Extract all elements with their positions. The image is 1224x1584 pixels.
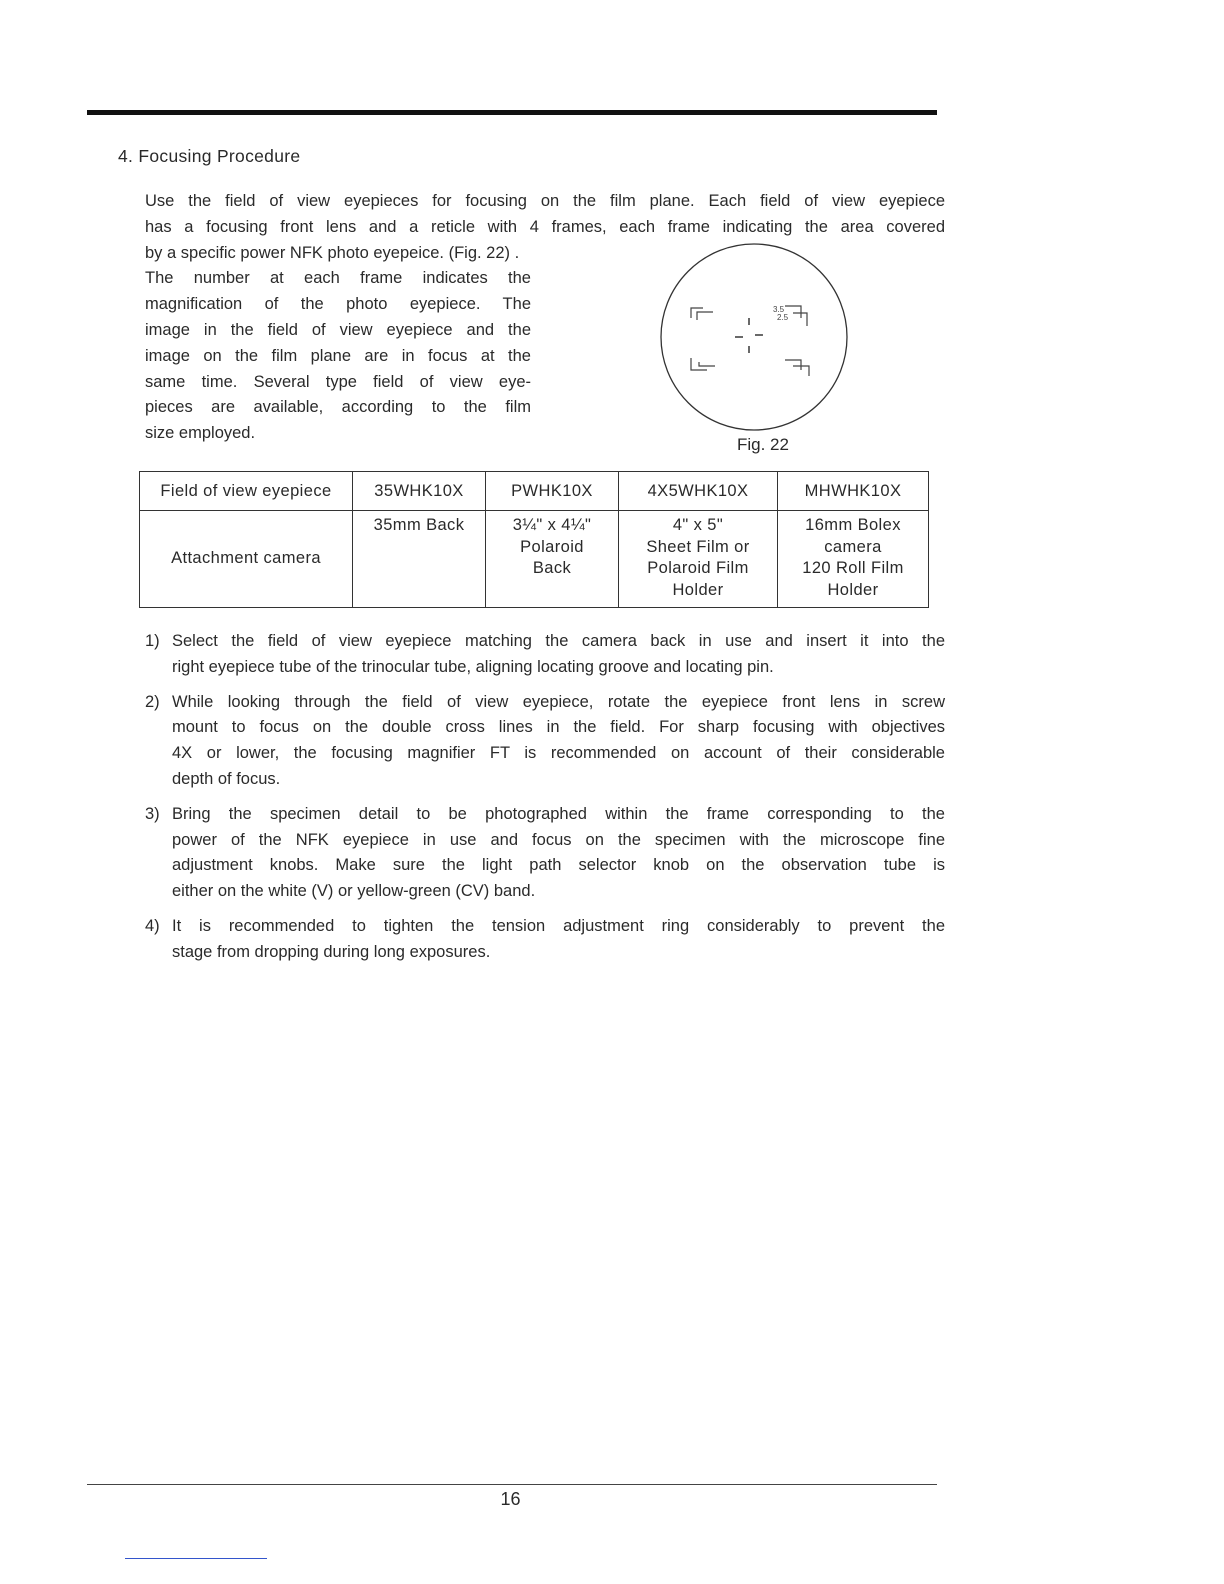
- table-header: 4X5WHK10X: [619, 472, 778, 511]
- cell-line: Polaroid Film: [647, 559, 749, 577]
- reticle-circle: [661, 244, 847, 430]
- cell-line: camera: [824, 537, 882, 556]
- frame-corner-top-right: [785, 306, 807, 326]
- table-header: 35WHK10X: [353, 472, 486, 511]
- bottom-rule: [87, 1484, 937, 1485]
- step-line: Bring the specimen detail to be photographed within the frame corresponding to the: [172, 804, 945, 823]
- cell-line: Holder: [672, 580, 724, 599]
- intro-line: image in the field of view eyepiece and the: [145, 320, 531, 339]
- step-4: [145, 914, 945, 966]
- intro-line: The number at each frame indicates the: [145, 269, 531, 288]
- reticle-figure: [655, 240, 855, 465]
- cell-line: 4" x 5": [672, 516, 724, 534]
- table-header: Field of view eyepiece: [140, 472, 353, 511]
- cell-line: 120 Roll Film: [802, 559, 904, 577]
- intro-line: same time. Several type field of view eye-: [145, 372, 531, 391]
- figure-caption: Fig. 22: [737, 435, 789, 454]
- cell-line: Holder: [827, 580, 879, 599]
- intro-line: pieces are available, according to the film: [145, 398, 531, 417]
- intro-line: image on the film plane are in focus at the: [145, 346, 531, 365]
- table-cell: [778, 511, 929, 608]
- procedure-steps: [145, 629, 945, 975]
- step-line: While looking through the field of view eyepiece, rotate the eyepiece front lens in screw: [172, 692, 945, 711]
- frame-label-outer: 3.5: [773, 305, 785, 314]
- step-line: either on the white (V) or yellow-green (CV) band.: [172, 882, 536, 901]
- step-3: [145, 802, 945, 905]
- step-line: right eyepiece tube of the trinocular tube, aligning locating groove and locating pin.: [172, 657, 774, 676]
- step-1: [145, 629, 945, 681]
- step-line: mount to focus on the double cross lines in the field. For sharp focusing with objectives: [172, 718, 945, 737]
- frame-corner-bottom-right: [785, 360, 809, 376]
- page-number: 16: [500, 1489, 521, 1509]
- frame-corner-bottom-left: [691, 358, 715, 370]
- step-number: 4): [145, 916, 160, 935]
- top-rule: [87, 110, 937, 115]
- step-line: adjustment knobs. Make sure the light path selector knob on the observation tube is: [172, 856, 945, 875]
- frame-corner-top-left: [691, 308, 713, 320]
- cell-line: 3¼" x 4¼": [512, 516, 592, 534]
- table-header: PWHK10X: [486, 472, 619, 511]
- step-line: depth of focus.: [172, 769, 281, 788]
- intro-line: magnification of the photo eyepiece. The: [145, 295, 531, 314]
- section-number: 4.: [118, 146, 134, 166]
- intro-line: size employed.: [145, 424, 256, 443]
- center-crosshair: [735, 318, 763, 353]
- step-number: 3): [145, 804, 160, 823]
- intro-line: Use the field of view eyepieces for focusing on the film plane. Each field of view eyepiece: [145, 192, 945, 210]
- table-row-label: Attachment camera: [140, 511, 353, 608]
- step-2: [145, 690, 945, 793]
- cell-line: 16mm Bolex: [805, 516, 901, 534]
- table-header-row: [140, 472, 929, 511]
- step-number: 2): [145, 692, 160, 711]
- table-cell: [486, 511, 619, 608]
- step-number: 1): [145, 632, 160, 650]
- step-line: 4X or lower, the focusing magnifier FT is recommended on account of their considerable: [172, 744, 945, 763]
- cell-line: 35mm Back: [373, 516, 465, 534]
- section-heading: [118, 146, 300, 167]
- step-line: power of the NFK eyepiece in use and focus on the specimen with the microscope fine: [172, 830, 945, 849]
- intro-line: by a specific power NFK photo eyepeice. (Fig. 22) .: [145, 243, 520, 262]
- step-line: It is recommended to tighten the tension adjustment ring considerably to prevent the: [172, 916, 945, 935]
- cell-line: Sheet Film or: [646, 537, 750, 556]
- step-line: Select the field of view eyepiece matching the camera back in use and insert it into the: [172, 632, 945, 650]
- frame-label-inner: 2.5: [777, 313, 789, 322]
- table-header: MHWHK10X: [778, 472, 929, 511]
- link-underline: [125, 1558, 267, 1559]
- cell-line: Polaroid: [520, 537, 584, 556]
- table-cell: [353, 511, 486, 608]
- section-title: Focusing Procedure: [138, 146, 301, 166]
- table-cell: [619, 511, 778, 608]
- eyepiece-table: [139, 471, 929, 608]
- step-line: stage from dropping during long exposures.: [172, 942, 491, 961]
- intro-line: has a focusing front lens and a reticle with 4 frames, each frame indicating the area covered: [145, 217, 945, 236]
- cell-line: Back: [532, 559, 572, 577]
- table-row: [140, 511, 929, 608]
